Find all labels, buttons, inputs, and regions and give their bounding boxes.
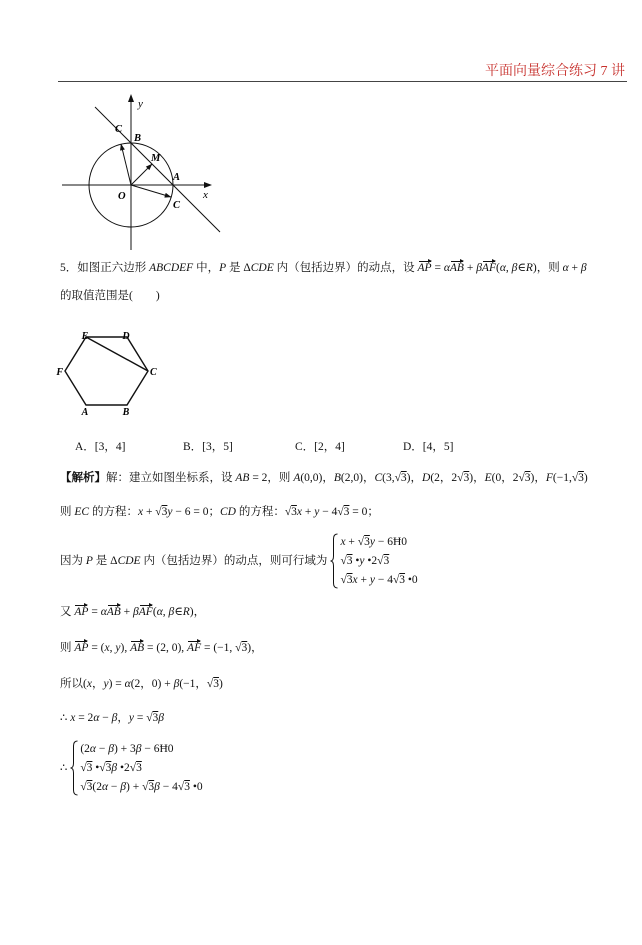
solution-line-vector-coordinates [60,640,263,656]
math-variable: F [545,472,553,484]
text-run: ( [495,262,500,274]
therefore-symbol: ∴ [60,762,68,774]
text-run: , [109,642,116,654]
radicand: 3 [184,780,190,793]
radicand: 3 [148,780,155,793]
text-run: 因为 [60,555,86,567]
solution-line-coordinates [60,470,588,486]
text-run: ) + √ [126,780,149,793]
text-run: (2 [80,742,90,755]
radicand: 3 [578,472,584,484]
text-run: ∈ [174,606,183,618]
math-variable: β [476,262,482,274]
text-run: ) = [108,678,125,690]
system-1-row-1 [340,533,417,552]
page-header-title: 平面向量综合练习 7 讲 [485,64,625,79]
text-run: (−1,√ [552,472,579,484]
left-brace [70,740,78,796]
text-run: + [357,573,370,586]
math-variable: y [369,573,375,586]
system-2-row-2 [80,759,202,778]
label-point-c-upper: C [115,124,123,135]
text-run: (2，0) + [130,678,174,690]
math-variable: α [89,742,96,755]
text-run: 又 [60,606,75,618]
text-run: )， [469,472,485,484]
text-run: ∈ [517,262,526,274]
text-run: √ [340,554,347,567]
bold-label: 【解析】 [60,472,106,484]
radicand: 3 [364,535,370,548]
text-run: )， [247,642,263,654]
system-1-row-2 [340,552,417,571]
vector: AP [417,262,432,274]
math-variable: y [103,678,109,690]
text-run: = 2 [75,712,94,724]
text-run: − 4√ [374,573,400,586]
text-run: ， [117,712,129,724]
text-run: − 4√ [319,506,344,518]
text-run: 的取值范围是( ) [60,290,160,302]
math-variable: α [156,606,163,618]
feasible-region-intro [60,553,327,569]
left-brace [330,533,338,589]
radicand: 3 [463,472,470,484]
radicand: 3 [346,573,353,586]
text-run: + [463,262,477,274]
radicand: 3 [400,472,407,484]
text-run: • [352,554,360,567]
math-variable: y [359,554,365,567]
radicand: 3 [291,506,297,518]
problem-5-stem-line-1 [60,260,587,276]
text-run: ∴ [60,712,71,724]
text-run: 内（包括边界）的动点，则可行域为 [140,555,328,567]
text-run: + √ [143,506,162,518]
math-variable: β [511,262,518,274]
solution-line-combination [60,676,223,692]
math-variable: x [296,506,302,518]
radicand: 3 [343,506,350,518]
text-run: (−1，√ [179,678,214,690]
radicand: 3 [241,642,248,654]
vertex-label-c: C [150,367,157,378]
vector-oc-lower [131,185,171,197]
text-run: ( [152,606,157,618]
math-variable: CDE [250,262,274,274]
math-variable: β [120,780,127,793]
option-a: A．[3，4] [75,441,126,453]
text-run: 所以( [60,678,87,690]
text-run: − [99,712,112,724]
option-d: D．[4，5] [403,441,454,453]
inequality-system-1 [330,533,417,590]
vector: AF [481,262,496,274]
hexagon-figure [50,322,165,422]
text-run: (2 [92,780,102,793]
text-run: •0 [189,780,203,793]
math-variable: y [369,535,375,548]
text-run: − 6 = 0； [172,506,220,518]
label-axis-y: y [138,98,143,110]
text-run: = 0； [349,506,379,518]
math-variable: C [374,472,383,484]
text-run: 5．如图正六边形 [60,262,150,274]
math-variable: α [100,606,107,618]
text-run: + [568,262,581,274]
vector: AF [187,642,202,654]
option-b: B．[3，5] [183,441,233,453]
text-run: (3,√ [382,472,401,484]
text-run: 内（包括边界）的动点，设 [273,262,418,274]
text-run: √ [80,761,87,774]
system-1-row-3 [340,571,417,590]
math-variable: β [158,712,164,724]
vector: AF [138,606,153,618]
problem-5-stem-line-2 [60,288,160,304]
text-run: − 6Ħ0 [374,535,408,548]
solution-line-substitution [60,710,164,726]
label-point-b: B [134,133,142,144]
math-variable: β [111,761,118,774]
math-variable: EC [74,506,90,518]
vertex-label-d: D [122,331,130,342]
label-origin-o: O [118,191,126,202]
text-run: + [302,506,315,518]
math-variable: AB [235,472,250,484]
radicand: 3 [105,761,112,774]
system-2-rows [80,740,202,797]
text-run: = [88,606,101,618]
math-variable: α [124,678,131,690]
text-run: √ [80,780,87,793]
math-variable: P [219,262,227,274]
label-point-c-lower: C [173,200,181,211]
math-variable: ABCDEF [149,262,194,274]
math-variable: A [293,472,301,484]
math-variable: CD [219,506,236,518]
system-2-row-3 [80,778,202,797]
math-variable: α [499,262,506,274]
radicand: 3 [524,472,531,484]
vector: AB [106,606,121,618]
math-variable: E [484,472,492,484]
text-run: 是 Δ [226,262,251,274]
solution-line-vector-relation [60,604,205,620]
text-run: = (2, 0), [144,642,188,654]
text-run: = (−1, √ [201,642,242,654]
text-run: 解：建立如图坐标系，设 [106,472,236,484]
text-run: •2√ [117,761,137,774]
line-ab [95,107,220,232]
math-variable: β [580,262,587,274]
label-point-m: M [151,153,161,164]
math-variable: β [133,606,139,618]
text-run: (0,0)， [300,472,334,484]
math-variable: α [443,262,450,274]
vector: AP [74,642,89,654]
math-variable: x [137,506,144,518]
system-1-rows [340,533,417,590]
feasible-region-statement [60,532,418,590]
text-run: ) [218,678,223,690]
math-variable: y [314,506,320,518]
text-run: + [120,606,134,618]
math-variable: B [333,472,341,484]
text-run: )，则 [532,262,563,274]
vector-om [131,164,152,185]
math-variable: x [104,642,110,654]
math-variable: x [352,573,358,586]
text-run: , [162,606,169,618]
math-variable: β [168,606,175,618]
text-run: )， [530,472,546,484]
system-2-row-1 [80,740,202,759]
math-variable: R [525,262,533,274]
vertex-label-e: E [81,331,89,342]
vertex-label-b: B [122,407,130,418]
math-variable: β [108,742,114,755]
math-variable: R [182,606,190,618]
text-run: = √ [133,712,153,724]
coordinate-circle-figure [55,90,225,255]
text-run: (2，2√ [430,472,464,484]
text-run: 则 [60,642,75,654]
text-run: 中， [193,262,220,274]
text-run: (0，2√ [491,472,525,484]
vector: AP [74,606,89,618]
math-variable: y [128,712,134,724]
radicand: 3 [161,506,168,518]
solution-line-equations [60,504,379,520]
radicand: 3 [86,780,93,793]
text-run: (2,0)， [340,472,375,484]
text-run: √ [340,573,347,586]
math-variable: y [115,642,121,654]
text-run: − 4√ [159,780,185,793]
text-run: − [95,742,109,755]
text-run: 则 [60,506,75,518]
label-axis-x: x [203,189,208,201]
vector: AB [449,262,464,274]
text-run: 的方程：√ [235,506,292,518]
option-c: C．[2，4] [295,441,345,453]
radicand: 3 [383,554,390,567]
math-variable: D [422,472,431,484]
vertex-label-a: A [81,407,89,418]
text-run: = 2，则 [249,472,294,484]
math-variable: x [86,678,92,690]
text-run: = [431,262,444,274]
text-run: )， [406,472,423,484]
radicand: 3 [86,761,93,774]
math-variable: y [167,506,173,518]
y-axis-arrowhead [128,94,134,102]
text-run: − 6Ħ0 [141,742,174,755]
radicand: 3 [152,712,159,724]
radicand: 3 [346,554,353,567]
math-variable: x [70,712,76,724]
math-variable: α [93,712,100,724]
text-run: 是 Δ [92,555,118,567]
text-run: ， [91,678,104,690]
math-variable: P [85,555,93,567]
text-run: 的方程： [89,506,138,518]
math-variable: α [101,780,109,793]
text-run: •2√ [364,554,384,567]
text-run: ), [120,642,131,654]
text-run: •0 [405,573,418,586]
text-run: ) [583,472,588,484]
substituted-system-statement [60,739,203,797]
radicand: 3 [136,761,142,774]
header-divider [58,81,627,82]
vector: AB [130,642,145,654]
inequality-system-2 [70,740,202,797]
vertex-label-f: F [56,367,63,378]
text-run: •√ [92,761,106,774]
math-variable: β [173,678,180,690]
math-variable: β [154,780,160,793]
math-variable: α [562,262,569,274]
radicand: 3 [213,678,219,690]
text-run: )， [189,606,206,618]
text-run: + √ [345,535,365,548]
text-run: , [505,262,512,274]
text-run: − [108,780,121,793]
text-run: = ( [88,642,105,654]
math-variable: x [340,535,346,548]
math-variable: β [135,742,142,755]
text-run: ) + 3 [113,742,136,755]
label-point-a: A [173,172,181,183]
math-variable: CDE [117,555,141,567]
vector-oc-upper [121,144,131,185]
math-variable: β [111,712,118,724]
radicand: 3 [399,573,406,586]
hexagon-outline [65,337,148,405]
diagonal-ec [86,337,148,371]
x-axis-arrowhead [204,182,212,188]
